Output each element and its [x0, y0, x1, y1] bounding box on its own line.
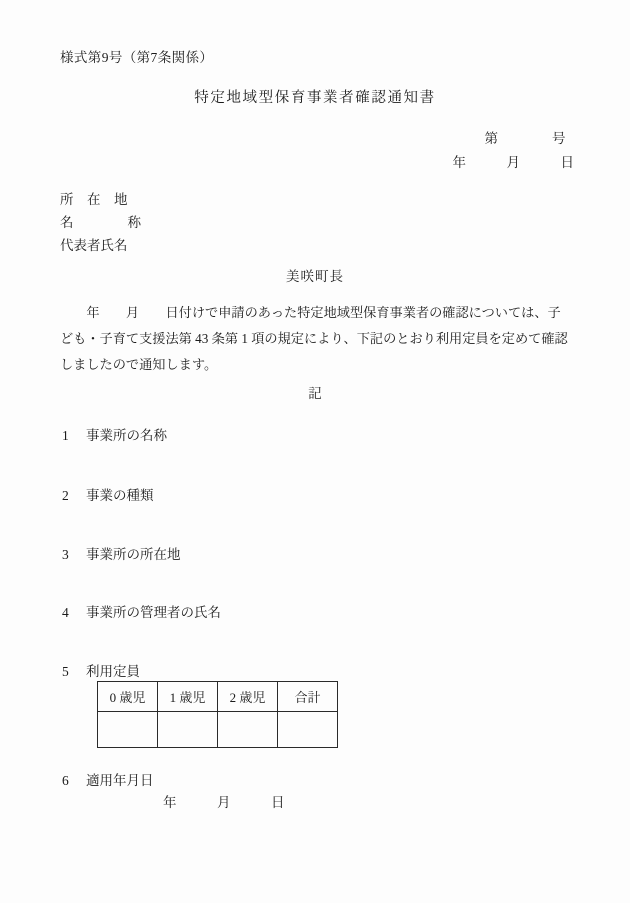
- capacity-table-header-row: [98, 682, 338, 712]
- capacity-table-row: [98, 712, 338, 748]
- list-item-1-label: 事業所の名称: [86, 428, 167, 443]
- capacity-cell-total[interactable]: [278, 712, 338, 748]
- list-item-1: [62, 424, 167, 444]
- list-item-2-label: 事業の種類: [86, 488, 154, 503]
- list-item-6: [62, 769, 154, 789]
- addressee-location-label: 所 在 地: [60, 192, 128, 207]
- list-item-4-label: 事業所の管理者の氏名: [86, 605, 221, 620]
- list-item-5-index: 5: [62, 664, 69, 679]
- list-item-1-index: 1: [62, 428, 69, 443]
- list-item-3-index: 3: [62, 547, 69, 562]
- document-date-line: 年 月 日: [452, 155, 574, 170]
- list-item-6-label: 適用年月日: [86, 773, 154, 788]
- capacity-header-age1: 1 歳児: [158, 682, 218, 712]
- list-item-5-label: 利用定員: [86, 664, 140, 679]
- body-paragraph: [60, 300, 570, 378]
- document-meta-block: [439, 127, 575, 175]
- form-number: 様式第9号（第7条関係）: [60, 50, 214, 65]
- list-item-2-index: 2: [62, 488, 69, 503]
- list-item-5: [62, 660, 140, 680]
- list-item-6-index: 6: [62, 773, 69, 788]
- list-item-3-label: 事業所の所在地: [86, 547, 181, 562]
- capacity-header-age0: 0 歳児: [98, 682, 158, 712]
- capacity-header-age2: 2 歳児: [218, 682, 278, 712]
- addressee-representative-label: 代表者氏名: [60, 238, 128, 253]
- capacity-cell-age0[interactable]: [98, 712, 158, 748]
- list-item-2: [62, 484, 154, 504]
- list-item-4: [62, 601, 221, 621]
- addressee-name-label: 名 称: [60, 215, 141, 230]
- list-item-3: [62, 543, 181, 563]
- list-item-4-index: 4: [62, 605, 69, 620]
- issuer-name: 美咲町長: [286, 269, 344, 284]
- ki-marker: 記: [308, 386, 322, 401]
- addressee-block: [60, 188, 141, 257]
- capacity-cell-age1[interactable]: [158, 712, 218, 748]
- body-paragraph-text: 年 月 日付けで申請のあった特定地域型保育事業者の確認については、子ども・子育て支援法第 43 条第 1 項の規定により、下記のとおり利用定員を定めて確認しましたので通知します。: [60, 305, 568, 372]
- document-title: 特定地域型保育事業者確認通知書: [194, 90, 436, 106]
- capacity-cell-age2[interactable]: [218, 712, 278, 748]
- document-number-line: 第 号: [484, 131, 566, 146]
- capacity-table: [97, 681, 338, 748]
- application-date-line: 年 月 日: [163, 795, 285, 810]
- capacity-header-total: 合計: [278, 682, 338, 712]
